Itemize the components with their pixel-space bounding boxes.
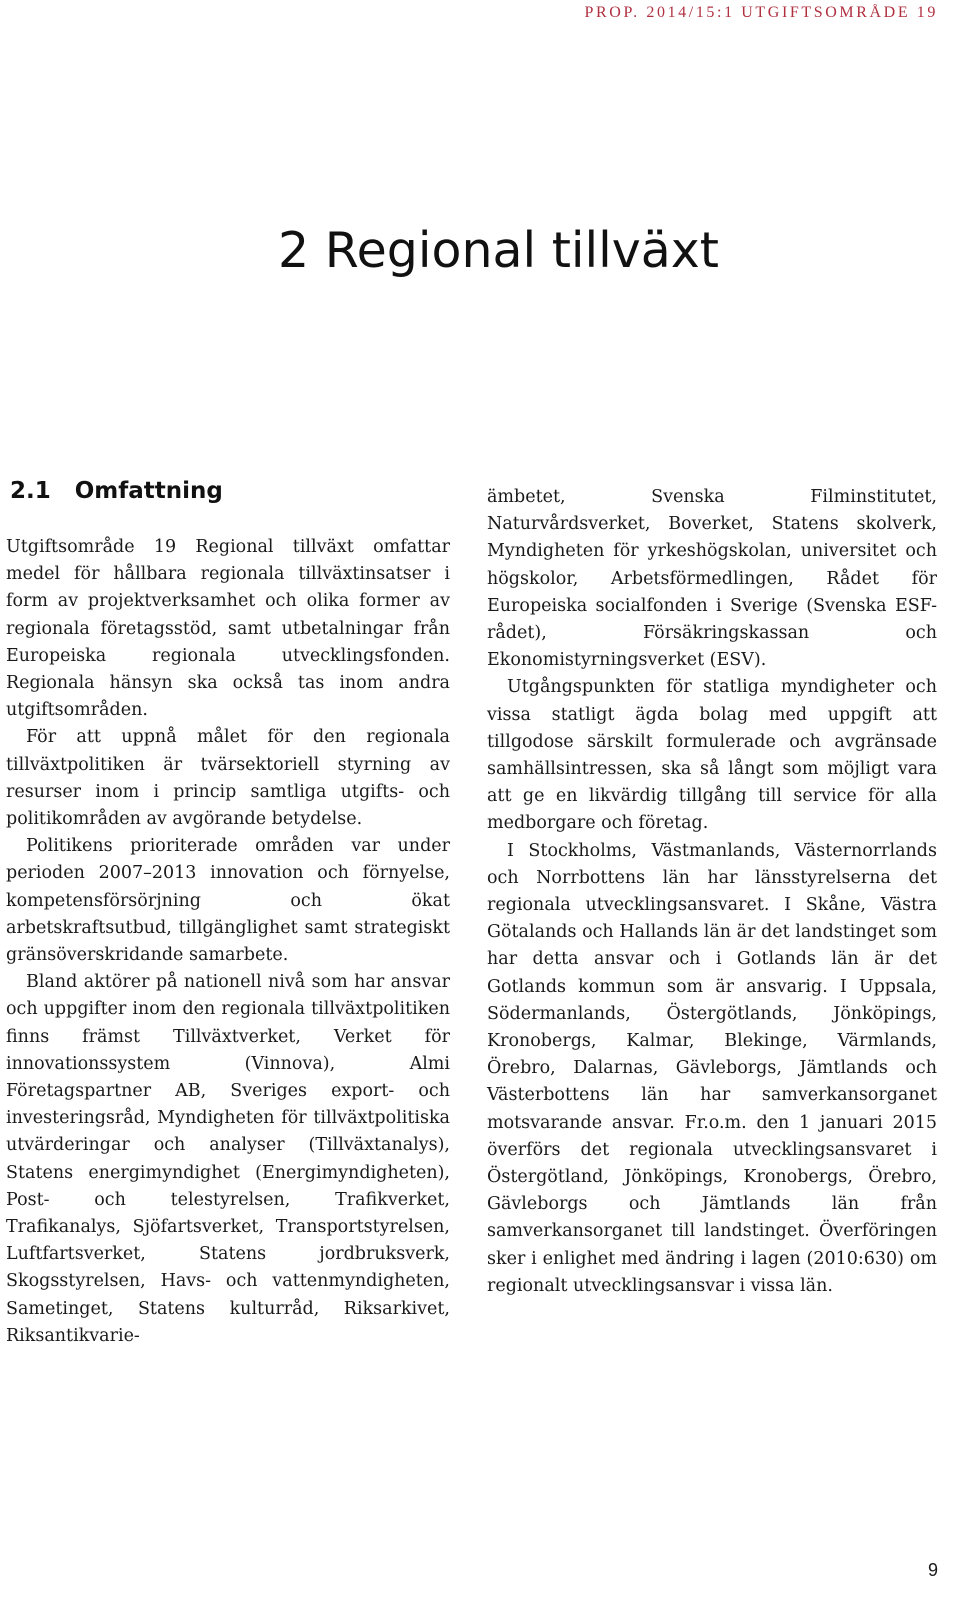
right-column	[487, 484, 937, 1300]
paragraph-regional-responsibility: I Stockholms, Västmanlands, Västernorrlands och Norrbottens län har länsstyrelserna det regionala utvecklingsansvaret. I Skåne, Västra Götalands och Hallands län är det landstinget som har detta ansvar och i Gotlands län är det Gotlands kommun som är ansvarig. I Uppsala, Södermanlands, Östergötlands, Jönköpings, Kronobergs, Kalmar, Blekinge, Värmlands, Örebro, Dalarnas, Gävleborgs, Jämtlands och Västerbottens län har samverkansorganet motsvarande ansvar. Fr.o.m. den 1 januari 2015 överförs det regionala utvecklingsansvaret i Östergötland, Jönköpings, Kronobergs, Örebro, Gävleborgs och Jämtlands län från samverkansorganet till landstinget. Överföringen sker i enlighet med ändring i lagen (2010:630) om regionalt utvecklingsansvar i vissa län.	[487, 840, 937, 1296]
section-heading	[10, 478, 223, 504]
running-header: PROP. 2014/15:1 UTGIFTSOMRÅDE 19	[584, 4, 938, 21]
paragraph-cross-sector: För att uppnå målet för den regionala tillväxtpolitiken är tvärsektoriell styrning av resurser inom i princip samtliga utgifts- och politikområden av avgörande betydelse.	[6, 727, 450, 830]
paragraph-priorities: Politikens prioriterade områden var under perioden 2007–2013 innovation och förnyelse, kompetensförsörjning och ökat arbetskraftsutbud, tillgänglighet samt strategiskt gränsöverskridande samarbete.	[6, 836, 450, 966]
page-number: 9	[927, 1560, 938, 1580]
paragraph-national-actors-cont: ämbetet, Svenska Filminstitutet, Naturvårdsverket, Boverket, Statens skolverk, Myndigheten för yrkeshögskolan, universitet och högskolor, Arbetsförmedlingen, Rådet för Europeiska socialfonden i Sverige (Svenska ESF-rådet), Försäkringskassan och Ekonomistyrningsverket (ESV).	[487, 487, 937, 671]
section-number: 2.1	[10, 478, 51, 504]
chapter-title: 2 Regional tillväxt	[278, 222, 719, 279]
paragraph-national-actors: Bland aktörer på nationell nivå som har ansvar och uppgifter inom den regionala tillväxtpolitiken finns främst Tillväxtverket, Verket för innovationssystem (Vinnova), Almi Företagspartner AB, Sveriges export- och investeringsråd, Myndigheten för tillväxtpolitiska utvärderingar och analyser (Tillväxtanalys), Statens energimyndighet (Energimyndigheten), Post- och telestyrelsen, Trafikverket, Trafikanalys, Sjöfartsverket, Transportstyrelsen, Luftfartsverket, Statens jordbruksverk, Skogsstyrelsen, Havs- och vattenmyndigheten, Sametinget, Statens kulturråd, Riksarkivet, Riksantikvarie-	[6, 972, 450, 1346]
paragraph-service-access: Utgångspunkten för statliga myndigheter och vissa statligt ägda bolag med uppgift att tillgodose särskilt formulerade och avgränsade samhällsintressen, ska så långt som möjligt vara att ge en likvärdig tillgång till service för alla medborgare och företag.	[487, 677, 937, 834]
paragraph-scope: Utgiftsområde 19 Regional tillväxt omfattar medel för hållbara regionala tillväxtinsatser i form av projektverksamhet och olika former av regionala företagsstöd, samt utbetalningar från Europeiska regionala utvecklingsfonden. Regionala hänsyn ska också tas inom andra utgiftsområden.	[6, 537, 450, 721]
section-title: Omfattning	[74, 478, 223, 504]
left-column	[6, 534, 450, 1350]
